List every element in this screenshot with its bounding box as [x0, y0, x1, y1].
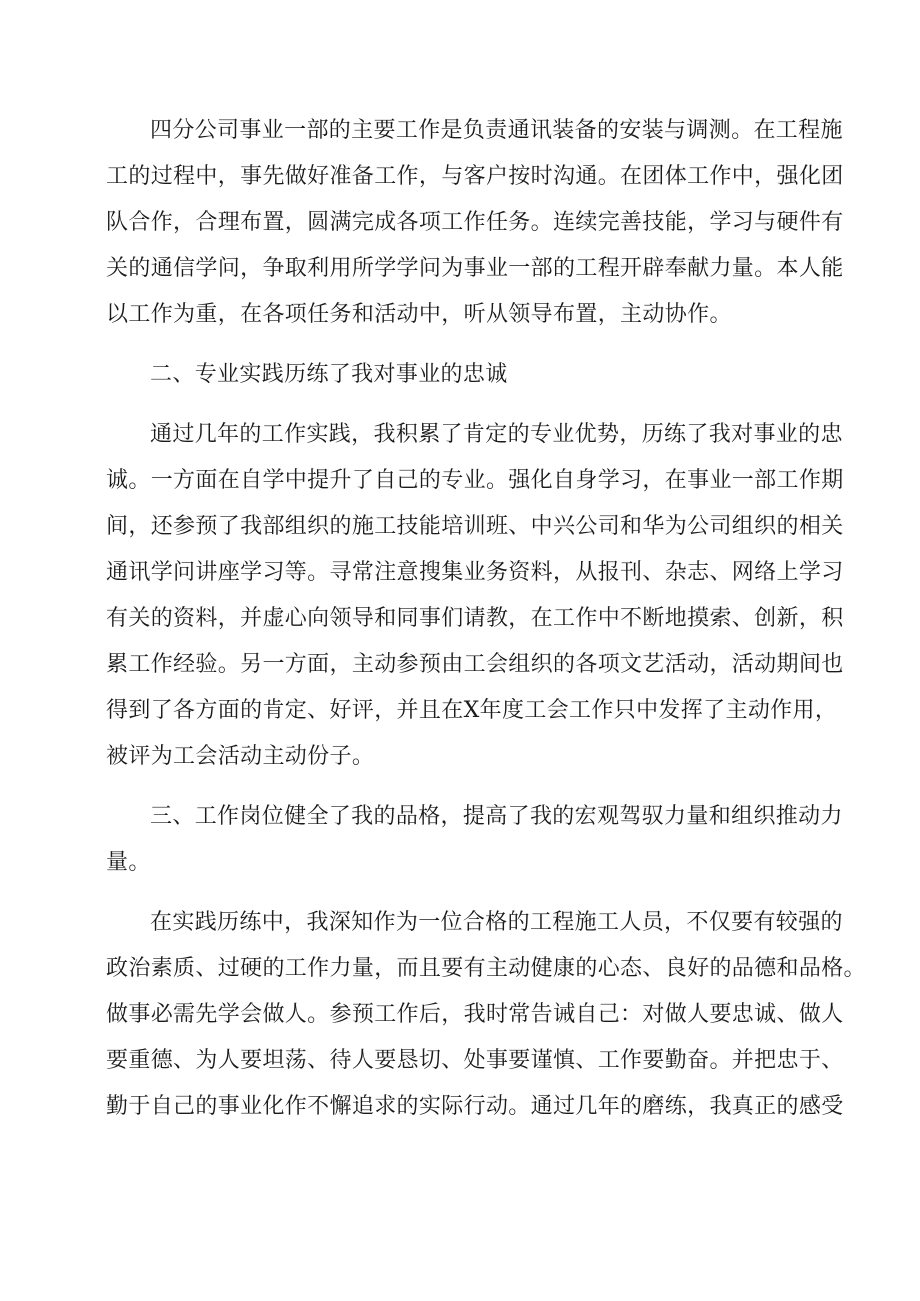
heading-line: 三、工作岗位健全了我的品格，提高了我的宏观驾驭力量和组织推动力: [150, 804, 843, 829]
paragraph-line: 诚。一方面在自学中提升了自己的专业。强化自身学习，在事业一部工作期: [106, 468, 844, 493]
paragraph-line: 勤于自己的事业化作不懈追求的实际行动。通过几年的磨练，我真正的感受: [106, 1094, 844, 1119]
paragraph-line: 队合作，合理布置，圆满完成各项工作任务。连续完善技能，学习与硬件有: [106, 210, 844, 235]
paragraph-line: 被评为工会活动主动份子。: [106, 744, 375, 769]
paragraph-line: 工的过程中，事先做好准备工作，与客户按时沟通。在团体工作中，强化团: [106, 164, 844, 189]
paragraph-line: 通讯学问讲座学习等。寻常注意搜集业务资料，从报刊、杂志、网络上学习: [106, 560, 844, 585]
paragraph-line: 政治素质、过硬的工作力量，而且要有主动健康的心态、良好的品德和品格。: [106, 956, 866, 981]
paragraph-line: 间，还参预了我部组织的施工技能培训班、中兴公司和华为公司组织的相关: [106, 514, 844, 539]
paragraph-line: 在实践历练中，我深知作为一位合格的工程施工人员，不仅要有较强的: [150, 910, 843, 935]
paragraph-line: 关的通信学问，争取利用所学学问为事业一部的工程开辟奉献力量。本人能: [106, 256, 844, 281]
paragraph-line: 以工作为重，在各项任务和活动中，听从领导布置，主动协作。: [106, 302, 732, 327]
heading-line: 量。: [106, 850, 151, 875]
section-heading-2: 二、专业实践历练了我对事业的忠诚: [150, 362, 508, 387]
paragraph-line: 累工作经验。另一方面，主动参预由工会组织的各项文艺活动，活动期间也: [106, 652, 844, 677]
paragraph-line: 要重德、为人要坦荡、待人要恳切、处事要谨慎、工作要勤奋。并把忠于、: [106, 1048, 844, 1073]
paragraph-line: 得到了各方面的肯定、好评，并且在X年度工会工作只中发挥了主动作用，: [106, 698, 838, 723]
paragraph-line: 做事必需先学会做人。参预工作后，我时常告诫自己：对做人要忠诚、做人: [106, 1002, 844, 1027]
paragraph-line: 通过几年的工作实践，我积累了肯定的专业优势，历练了我对事业的忠: [150, 422, 843, 447]
paragraph-line: 有关的资料，并虚心向领导和同事们请教，在工作中不断地摸索、创新，积: [106, 606, 844, 631]
paragraph-line: 四分公司事业一部的主要工作是负责通讯装备的安装与调测。在工程施: [150, 118, 843, 143]
